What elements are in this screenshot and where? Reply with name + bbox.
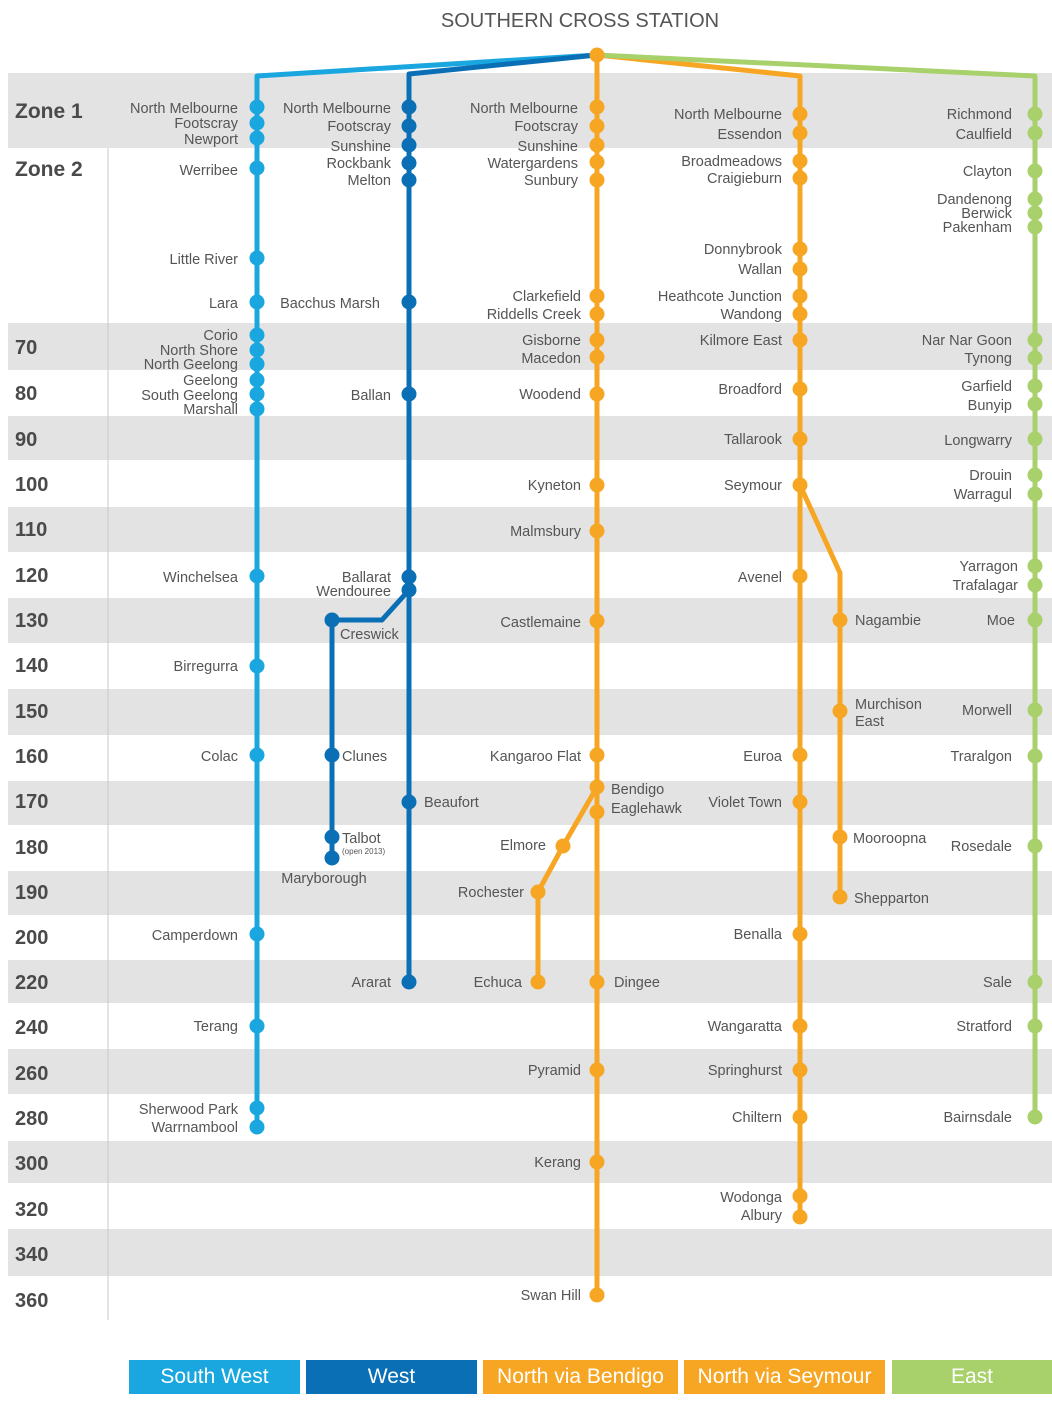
station-label: Newport <box>184 132 238 148</box>
zone-label: 80 <box>15 383 38 405</box>
station-dot <box>590 1288 605 1303</box>
station-dot <box>531 885 546 900</box>
station-label: North Melbourne <box>674 107 782 123</box>
zone-band <box>8 781 1052 825</box>
station-dot <box>556 839 571 854</box>
station-label: Pyramid <box>527 1063 581 1079</box>
station-dot <box>250 251 265 266</box>
station-dot <box>590 119 605 134</box>
station-label: Sunbury <box>523 173 578 189</box>
station-dot <box>402 795 417 810</box>
station-dot <box>793 126 808 141</box>
station-dot <box>250 100 265 115</box>
station-dot <box>590 1155 605 1170</box>
station-label: Dandenong <box>937 192 1012 208</box>
zone-label: 90 <box>15 429 38 451</box>
station-label: Bendigo <box>611 782 665 798</box>
station-label: Stratford <box>956 1019 1012 1035</box>
legend-east <box>892 1360 1052 1394</box>
station-note: (open 2013) <box>342 847 386 856</box>
station-dot <box>833 704 848 719</box>
station-label: Corio <box>203 328 238 344</box>
station-label: Donnybrook <box>703 242 782 258</box>
station-label: Swan Hill <box>520 1288 581 1304</box>
station-label: Heathcote Junction <box>657 289 782 305</box>
station-label: Berwick <box>961 206 1012 222</box>
station-dot <box>833 890 848 905</box>
station-dot <box>793 333 808 348</box>
station-label: Malmsbury <box>510 524 581 540</box>
zone-band <box>8 1141 1052 1183</box>
station-dot <box>793 154 808 169</box>
station-dot <box>793 795 808 810</box>
station-dot <box>250 1019 265 1034</box>
station-label: Moe <box>986 613 1015 629</box>
station-label: Woodend <box>519 387 581 403</box>
station-label: Echuca <box>473 975 522 991</box>
station-label: Chiltern <box>732 1110 782 1126</box>
station-label: Garfield <box>961 379 1012 395</box>
station-label: Springhurst <box>707 1063 782 1079</box>
station-label: Dingee <box>614 975 660 991</box>
station-dot <box>531 975 546 990</box>
station-dot <box>250 748 265 763</box>
station-label: Terang <box>193 1019 238 1035</box>
station-label: Rockbank <box>326 156 391 172</box>
station-label: Eaglehawk <box>611 801 682 817</box>
station-dot <box>590 333 605 348</box>
zone-label: 360 <box>15 1290 49 1312</box>
station-label: Sherwood Park <box>138 1102 238 1118</box>
station-label: North Shore <box>159 343 238 359</box>
zone-label: 120 <box>15 565 49 587</box>
station-label: Sunshine <box>330 139 391 155</box>
station-label: Warragul <box>953 487 1012 503</box>
station-dot <box>793 569 808 584</box>
station-dot <box>1028 351 1043 366</box>
station-dot <box>590 173 605 188</box>
station-dot <box>793 262 808 277</box>
station-dot <box>590 138 605 153</box>
station-dot <box>793 1110 808 1125</box>
zone-label: 110 <box>15 519 48 541</box>
zone-label: 280 <box>15 1108 49 1130</box>
station-dot <box>1028 397 1043 412</box>
station-label: Shepparton <box>854 891 929 907</box>
station-label: Kangaroo Flat <box>489 749 581 765</box>
zone-band <box>8 960 1052 1003</box>
zone-label: 140 <box>15 655 49 677</box>
station-label: Bacchus Marsh <box>280 296 380 312</box>
station-label: Castlemaine <box>500 615 581 631</box>
station-dot <box>1028 839 1043 854</box>
station-dot <box>1028 1110 1043 1125</box>
station-dot <box>793 242 808 257</box>
station-dot <box>250 373 265 388</box>
station-label: Essendon <box>717 127 782 143</box>
station-dot <box>1028 578 1043 593</box>
zone-label: 150 <box>15 701 49 723</box>
station-dot <box>325 851 340 866</box>
station-label: Footscray <box>174 116 238 132</box>
zone-label: Zone 2 <box>15 158 83 181</box>
station-label: Clarkefield <box>512 289 581 305</box>
station-label: Richmond <box>946 107 1012 123</box>
zone-label: 180 <box>15 837 49 859</box>
station-label: Warrnambool <box>151 1120 238 1136</box>
station-label: Tynong <box>964 351 1012 367</box>
station-dot <box>793 107 808 122</box>
station-dot <box>1028 749 1043 764</box>
station-label: Mooroopna <box>853 831 927 847</box>
station-dot <box>1028 468 1043 483</box>
station-dot <box>1028 164 1043 179</box>
station-label: Clunes <box>342 749 388 765</box>
map-title: SOUTHERN CROSS STATION <box>440 10 720 32</box>
station-dot <box>402 138 417 153</box>
zone-label: 260 <box>15 1063 49 1085</box>
station-dot <box>250 387 265 402</box>
station-label: Watergardens <box>487 156 578 172</box>
station-label: Caulfield <box>955 127 1012 143</box>
station-label: Violet Town <box>708 795 782 811</box>
southern-cross-station-dot <box>590 48 605 63</box>
zone-label: 200 <box>15 927 49 949</box>
station-label: Wangaratta <box>707 1019 782 1035</box>
zone-label: 130 <box>15 610 49 632</box>
station-label: Marshall <box>183 402 238 418</box>
station-dot <box>250 328 265 343</box>
station-label: Rosedale <box>950 839 1012 855</box>
station-dot <box>402 156 417 171</box>
station-label: Ballan <box>350 388 391 404</box>
station-dot <box>590 350 605 365</box>
station-label: Maryborough <box>281 871 367 887</box>
station-dot <box>250 927 265 942</box>
station-label: South Geelong <box>141 388 238 404</box>
station-label: Ballarat <box>341 570 391 586</box>
legend-label: East <box>950 1365 994 1388</box>
station-label: Werribee <box>179 163 238 179</box>
station-label: Bairnsdale <box>943 1110 1012 1126</box>
station-dot <box>590 805 605 820</box>
station-label: Kilmore East <box>699 333 782 349</box>
station-label: Talbot <box>342 831 381 847</box>
station-dot <box>1028 432 1043 447</box>
station-dot <box>250 131 265 146</box>
station-dot <box>250 1101 265 1116</box>
station-label: Gisborne <box>522 333 581 349</box>
station-label: Colac <box>200 749 238 765</box>
legend-north-via-bendigo <box>483 1360 678 1394</box>
station-dot <box>250 569 265 584</box>
station-label: North Melbourne <box>470 101 578 117</box>
station-label: Kerang <box>534 1155 581 1171</box>
zone-band <box>8 1229 1052 1276</box>
station-label: Benalla <box>733 927 782 943</box>
station-dot <box>1028 1019 1043 1034</box>
zone-label: 340 <box>15 1244 49 1266</box>
station-label: Creswick <box>340 627 399 643</box>
station-dot <box>402 387 417 402</box>
station-dot <box>793 171 808 186</box>
legend-label: North via Seymour <box>697 1365 872 1388</box>
station-dot <box>590 478 605 493</box>
station-label: Trafalagar <box>952 578 1018 594</box>
station-label: Winchelsea <box>163 570 238 586</box>
station-dot <box>793 927 808 942</box>
station-label: Tallarook <box>723 432 782 448</box>
station-label: Sunshine <box>517 139 578 155</box>
station-dot <box>1028 107 1043 122</box>
station-label: Murchison East <box>855 697 922 730</box>
station-dot <box>833 830 848 845</box>
legend-south-west <box>129 1360 300 1394</box>
station-label: Footscray <box>327 119 391 135</box>
station-dot <box>1028 487 1043 502</box>
zone-label: 170 <box>15 791 49 813</box>
station-dot <box>793 1019 808 1034</box>
station-dot <box>590 387 605 402</box>
station-dot <box>1028 975 1043 990</box>
legend-west <box>306 1360 477 1394</box>
station-dot <box>1028 206 1043 221</box>
station-label: Ararat <box>351 975 391 991</box>
zone-label: 220 <box>15 972 49 994</box>
station-label: Euroa <box>743 749 782 765</box>
zone-band <box>8 416 1052 460</box>
zone-label: 320 <box>15 1199 49 1221</box>
station-dot <box>590 524 605 539</box>
station-label: Drouin <box>969 468 1012 484</box>
legend-label: West <box>367 1365 416 1388</box>
station-dot <box>590 975 605 990</box>
station-dot <box>250 402 265 417</box>
station-dot <box>1028 559 1043 574</box>
station-dot <box>325 830 340 845</box>
station-dot <box>325 748 340 763</box>
legend-north-via-seymour <box>684 1360 885 1394</box>
station-label: Lara <box>208 296 238 312</box>
station-dot <box>793 307 808 322</box>
station-dot <box>833 613 848 628</box>
station-dot <box>1028 703 1043 718</box>
station-label: Seymour <box>723 478 782 494</box>
station-label: Wodonga <box>720 1190 782 1206</box>
station-dot <box>402 570 417 585</box>
station-label: Broadford <box>718 382 782 398</box>
station-label: Elmore <box>500 838 546 854</box>
station-label: Albury <box>740 1208 782 1224</box>
legend-label: North via Bendigo <box>497 1365 664 1388</box>
zone-label: 70 <box>15 337 38 359</box>
station-label: Sale <box>982 975 1012 991</box>
station-label: Wandong <box>720 307 782 323</box>
station-dot <box>1028 192 1043 207</box>
station-label: Clayton <box>962 164 1012 180</box>
station-label: Macedon <box>521 351 581 367</box>
zone-label: Zone 1 <box>15 100 83 123</box>
station-dot <box>1028 333 1043 348</box>
zone-label: 160 <box>15 746 49 768</box>
station-dot <box>1028 379 1043 394</box>
station-dot <box>402 583 417 598</box>
station-label: Birregurra <box>173 659 238 675</box>
station-dot <box>590 155 605 170</box>
station-label: Longwarry <box>944 433 1012 449</box>
station-dot <box>250 357 265 372</box>
zone-label: 240 <box>15 1017 49 1039</box>
zone-bands <box>8 73 1052 1276</box>
station-label: Yarragon <box>959 559 1018 575</box>
station-label: North Melbourne <box>130 101 238 117</box>
station-label: Wallan <box>738 262 782 278</box>
station-label: Geelong <box>183 373 238 389</box>
station-dot <box>793 1063 808 1078</box>
station-dot <box>325 613 340 628</box>
station-label: North Melbourne <box>283 101 391 117</box>
station-label: Rochester <box>457 885 524 901</box>
station-label: Pakenham <box>942 220 1012 236</box>
station-dot <box>1028 220 1043 235</box>
station-dot <box>402 100 417 115</box>
station-dot <box>250 161 265 176</box>
station-label: Broadmeadows <box>681 154 782 170</box>
station-label: Nagambie <box>855 613 922 629</box>
station-label: Little River <box>169 252 238 268</box>
station-dot <box>402 173 417 188</box>
station-label: Camperdown <box>151 928 238 944</box>
station-dot <box>590 1063 605 1078</box>
station-dot <box>590 289 605 304</box>
station-dot <box>1028 613 1043 628</box>
station-dot <box>793 382 808 397</box>
station-dot <box>1028 126 1043 141</box>
station-dot <box>793 748 808 763</box>
station-label: Melton <box>347 173 391 189</box>
station-dot <box>793 432 808 447</box>
station-label: Wendouree <box>316 584 391 600</box>
station-dot <box>402 295 417 310</box>
station-dot <box>590 780 605 795</box>
station-label: Morwell <box>962 703 1012 719</box>
legend-label: South West <box>160 1365 269 1388</box>
station-label: Avenel <box>737 570 782 586</box>
station-dot <box>250 659 265 674</box>
station-dot <box>250 1120 265 1135</box>
station-dot <box>250 343 265 358</box>
station-dot <box>590 307 605 322</box>
station-dot <box>402 119 417 134</box>
station-dot <box>250 295 265 310</box>
station-label: Bunyip <box>967 398 1012 414</box>
station-dot <box>590 614 605 629</box>
station-label: Traralgon <box>950 749 1012 765</box>
station-label: Riddells Creek <box>486 307 581 323</box>
station-dot <box>590 748 605 763</box>
station-label: Nar Nar Goon <box>921 333 1012 349</box>
station-dot <box>590 100 605 115</box>
zone-label: 100 <box>15 474 49 496</box>
station-label: Kyneton <box>527 478 581 494</box>
station-label: North Geelong <box>143 357 238 373</box>
zone-label: 300 <box>15 1153 49 1175</box>
station-dot <box>250 116 265 131</box>
zone-label: 190 <box>15 882 49 904</box>
station-label: Craigieburn <box>707 171 782 187</box>
station-dot <box>793 1210 808 1225</box>
station-dot <box>793 289 808 304</box>
station-label: Footscray <box>514 119 578 135</box>
station-dot <box>793 1189 808 1204</box>
station-dot <box>793 478 808 493</box>
station-dot <box>402 975 417 990</box>
station-label: Beaufort <box>424 795 479 811</box>
